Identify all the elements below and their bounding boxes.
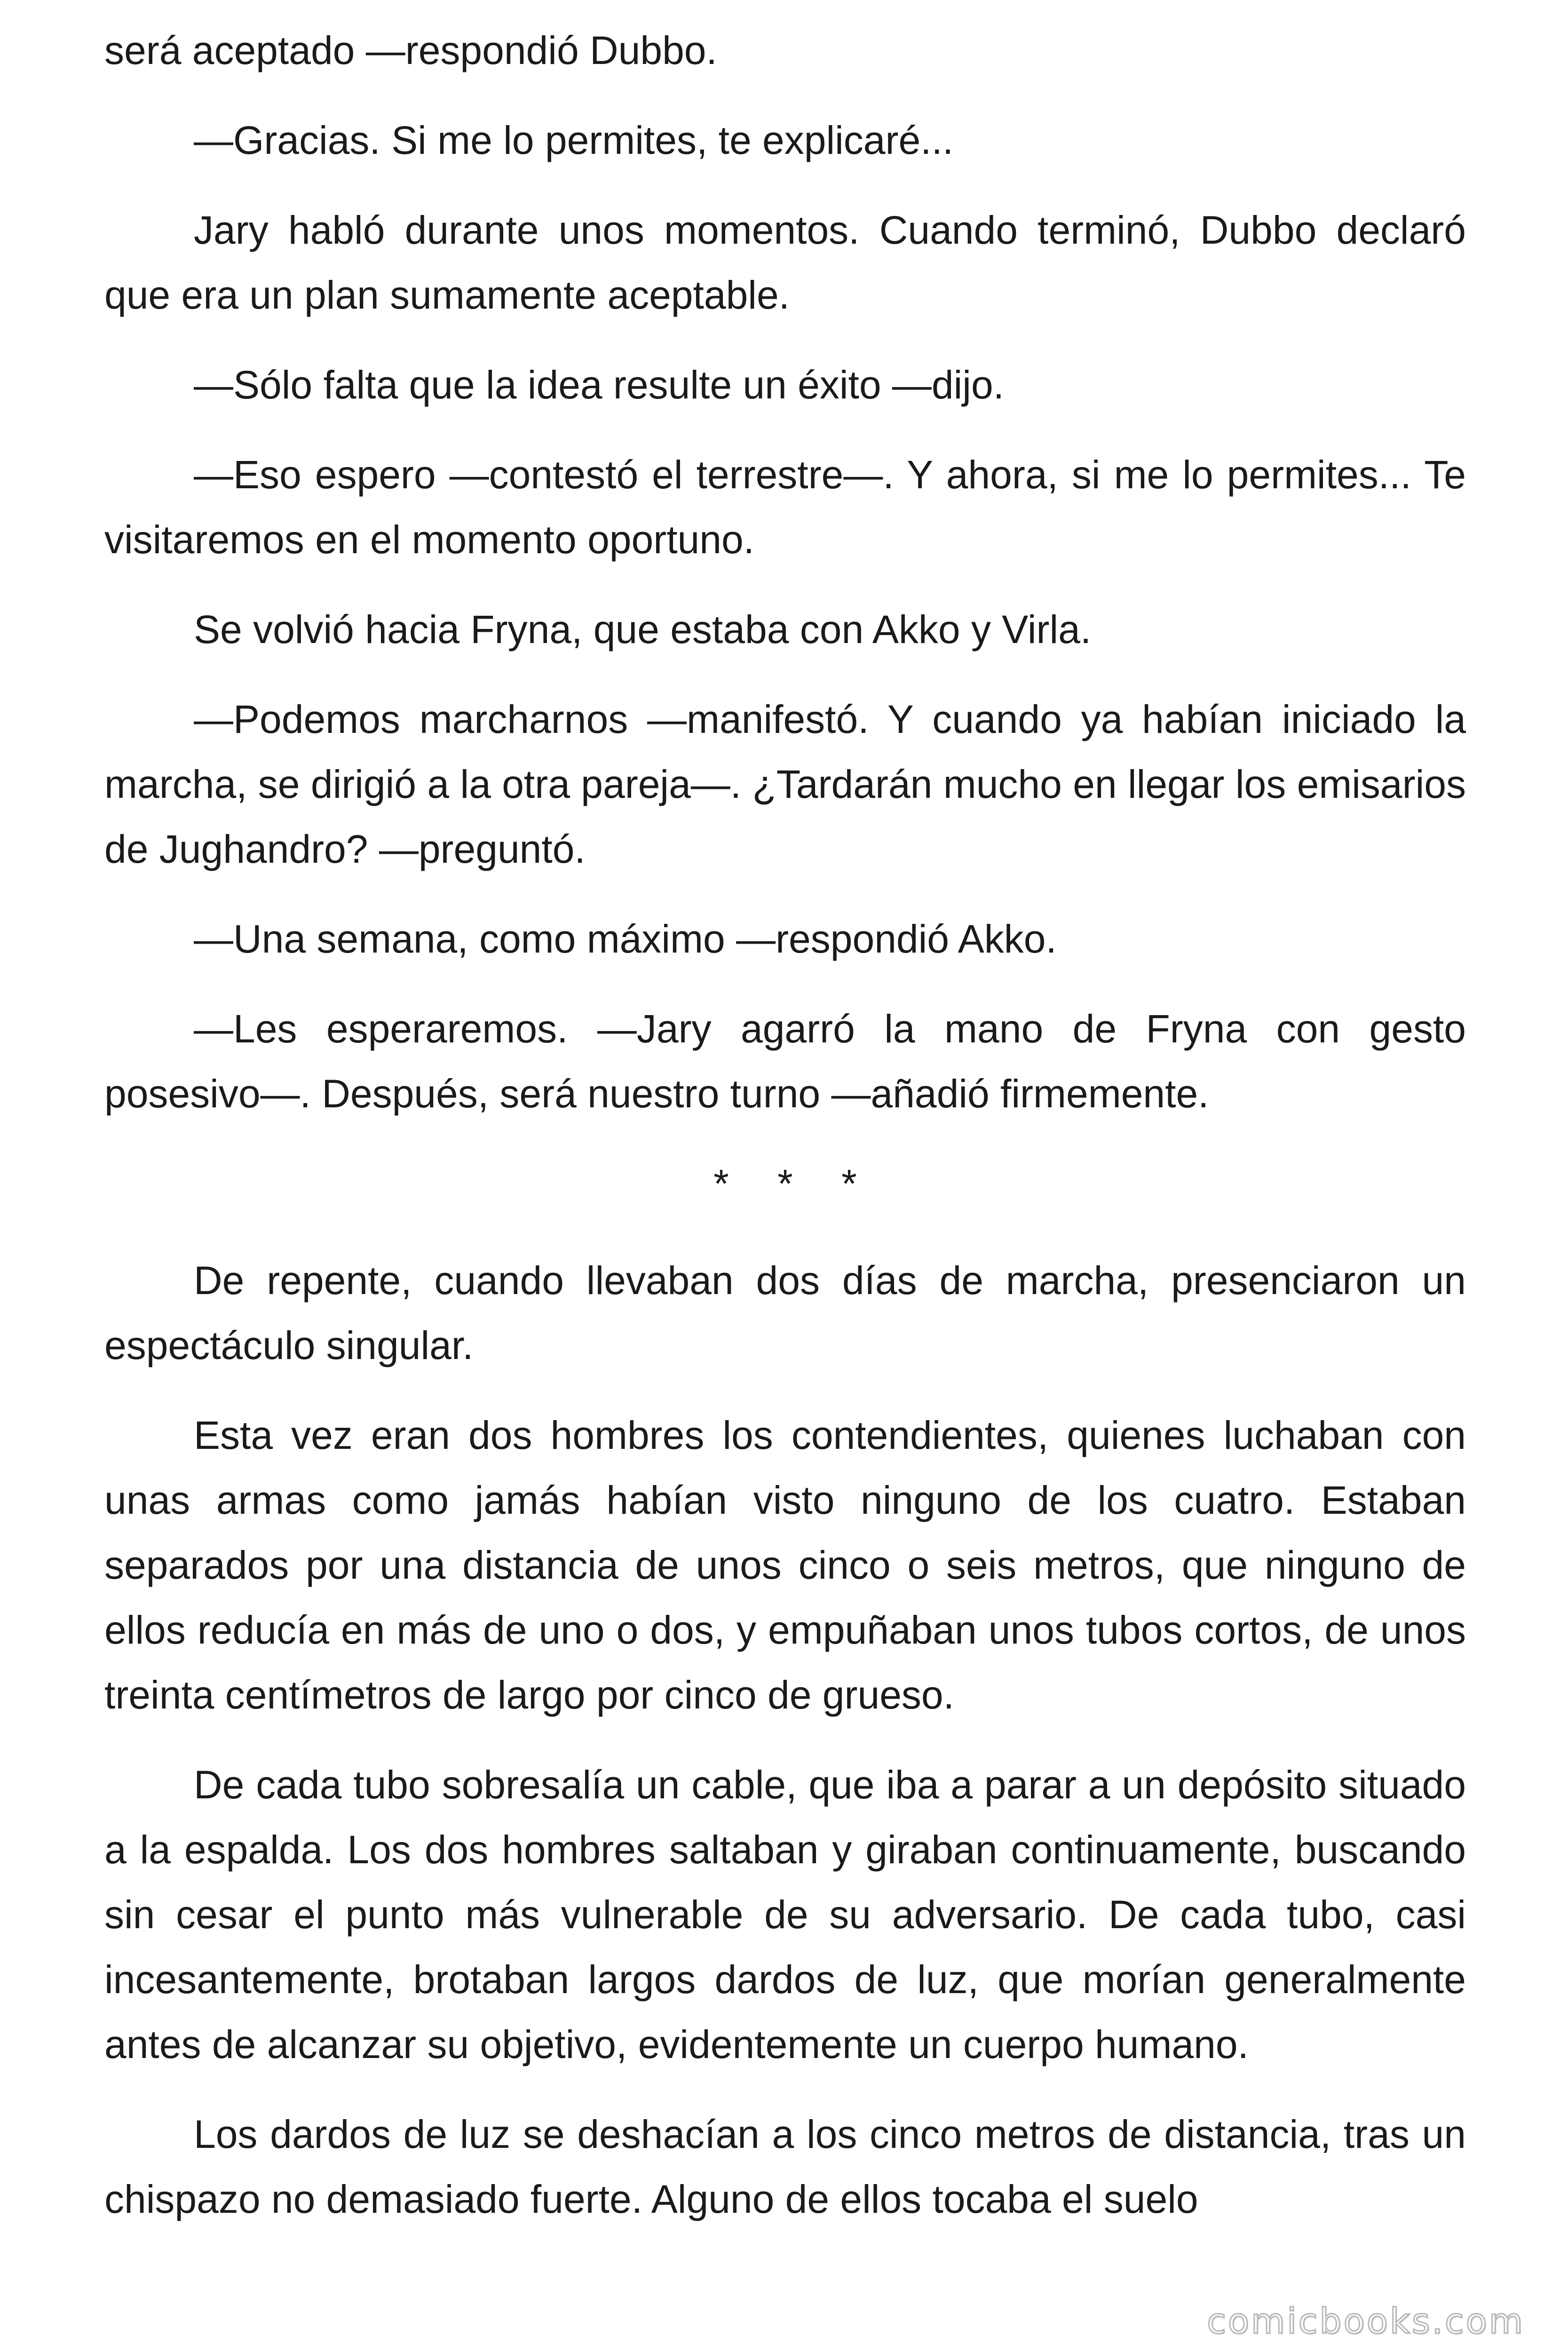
paragraph: —Eso espero —contestó el terrestre—. Y ahora, si me lo permites... Te visitaremos en el momento oportuno. xyxy=(104,453,1466,562)
paragraph: De cada tubo sobresalía un cable, que iba a parar a un depósito situado a la espalda. Los dos hombres saltaban y giraban continuamente, buscando sin cesar el punto más vulnerable de su adversario. De cada tubo, casi incesantemente, brotaban largos dardos de luz, que morían generalmente antes de alcanzar su objetivo, evidentemente un cuerpo humano. xyxy=(104,1763,1466,2066)
paragraph: Se volvió hacia Fryna, que estaba con Akko y Virla. xyxy=(194,607,1092,652)
paragraph-continuation: será aceptado —respondió Dubbo. xyxy=(104,28,717,72)
paragraph: Los dardos de luz se deshacían a los cinco metros de distancia, tras un chispazo no demasiado fuerte. Alguno de ellos tocaba el suelo xyxy=(104,2112,1466,2221)
paragraph: De repente, cuando llevaban dos días de marcha, presenciaron un espectáculo singular. xyxy=(104,1258,1466,1367)
paragraph: —Les esperaremos. —Jary agarró la mano de Fryna con gesto posesivo—. Después, será nuestro turno —añadió firmemente. xyxy=(104,1007,1466,1116)
paragraph: —Podemos marcharnos —manifestó. Y cuando ya habían iniciado la marcha, se dirigió a la otra pareja—. ¿Tardarán mucho en llegar los emisarios de Jughandro? —preguntó. xyxy=(104,697,1466,871)
watermark-logo: comicbooks.com xyxy=(1207,2301,1525,2342)
section-break: * * * xyxy=(713,1161,876,1206)
paragraph: Jary habló durante unos momentos. Cuando terminó, Dubbo declaró que era un plan sumamente aceptable. xyxy=(104,208,1466,317)
paragraph: —Sólo falta que la idea resulte un éxito —dijo. xyxy=(194,363,1005,407)
text-column xyxy=(104,18,1466,2257)
paragraph: —Gracias. Si me lo permites, te explicaré... xyxy=(194,118,954,162)
paragraph: —Una semana, como máximo —respondió Akko. xyxy=(194,917,1057,961)
paragraph: Esta vez eran dos hombres los contendientes, quienes luchaban con unas armas como jamás habían visto ninguno de los cuatro. Estaban separados por una distancia de unos cinco o seis metros, que ninguno de ellos reducía en más de uno o dos, y empuñaban unos tubos cortos, de unos treinta centímetros de largo por cinco de grueso. xyxy=(104,1413,1466,1717)
